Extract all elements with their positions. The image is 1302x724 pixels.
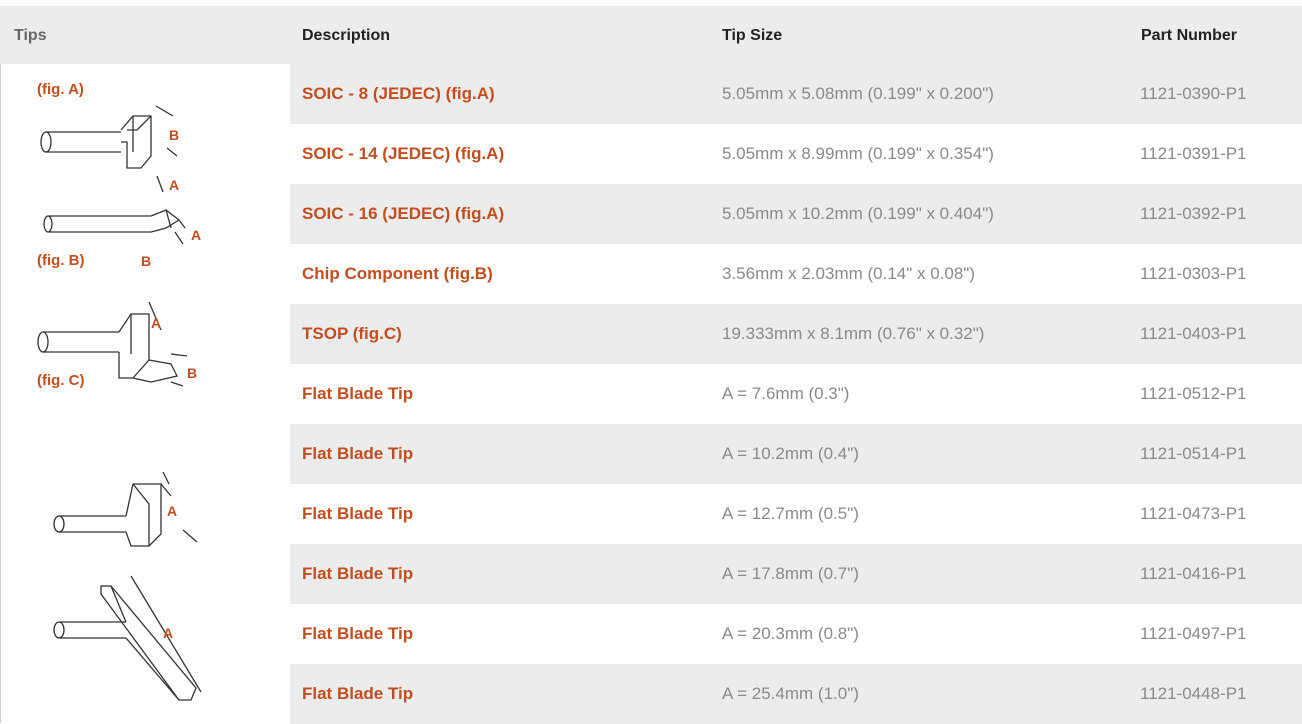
row-tip-size: 5.05mm x 8.99mm (0.199" x 0.354"): [722, 144, 994, 163]
row-description[interactable]: SOIC - 16 (JEDEC) (fig.A): [302, 204, 505, 223]
row-part-number: 1121-0473-P1: [1140, 504, 1247, 523]
fig-c-label: (fig. C): [37, 372, 85, 389]
row-description[interactable]: TSOP (fig.C): [302, 324, 402, 343]
tip-illustrations: [1, 64, 291, 723]
row-part-number: 1121-0448-P1: [1140, 684, 1247, 703]
row-part-number: 1121-0390-P1: [1140, 84, 1247, 103]
fig-a-label-b: B: [169, 127, 180, 143]
table-row: [290, 424, 1302, 484]
row-tip-size: A = 10.2mm (0.4"): [722, 444, 859, 463]
row-tip-size: A = 17.8mm (0.7"): [722, 564, 859, 583]
header-part-number: Part Number: [1141, 27, 1238, 44]
row-description[interactable]: SOIC - 14 (JEDEC) (fig.A): [302, 144, 505, 163]
row-tip-size: A = 25.4mm (1.0"): [722, 684, 859, 703]
row-description[interactable]: Flat Blade Tip: [302, 564, 414, 583]
table-row: [290, 64, 1302, 124]
row-tip-size: A = 7.6mm (0.3"): [722, 384, 850, 403]
table-body: [290, 64, 1302, 724]
fig-c-label-a: A: [151, 315, 162, 331]
flat-tip-large-label-a: A: [163, 625, 174, 641]
table-header: [0, 6, 1302, 64]
table-row: [290, 304, 1302, 364]
flat-blade-tip-large-icon: [54, 576, 201, 700]
table-row: [290, 664, 1302, 724]
fig-c-label-b: B: [187, 365, 198, 381]
table-row: [290, 544, 1302, 604]
row-tip-size: A = 20.3mm (0.8"): [722, 624, 859, 643]
fig-b-label: (fig. B): [37, 252, 85, 269]
row-part-number: 1121-0392-P1: [1140, 204, 1247, 223]
row-part-number: 1121-0391-P1: [1140, 144, 1247, 163]
row-tip-size: 5.05mm x 10.2mm (0.199" x 0.404"): [722, 204, 994, 223]
row-description[interactable]: SOIC - 8 (JEDEC) (fig.A): [302, 84, 495, 103]
table-row: [290, 604, 1302, 664]
tips-illustration-column: [0, 64, 291, 723]
fig-a-label-a: A: [169, 177, 180, 193]
tips-table: [0, 6, 1302, 723]
fig-a-tip-icon: [41, 106, 180, 193]
table-row: [290, 244, 1302, 304]
fig-b-label-b: B: [141, 253, 152, 269]
row-tip-size: 3.56mm x 2.03mm (0.14" x 0.08"): [722, 264, 975, 283]
fig-a-label: (fig. A): [37, 81, 84, 98]
row-part-number: 1121-0403-P1: [1140, 324, 1247, 343]
fig-b-label-a: A: [191, 227, 202, 243]
row-tip-size: 5.05mm x 5.08mm (0.199" x 0.200"): [722, 84, 994, 103]
header-tips: Tips: [14, 27, 47, 44]
table-row: [290, 124, 1302, 184]
row-description[interactable]: Flat Blade Tip: [302, 504, 414, 523]
flat-tip-label-a: A: [167, 503, 178, 519]
row-description[interactable]: Flat Blade Tip: [302, 624, 414, 643]
fig-b-tip-icon: [44, 210, 185, 244]
row-description[interactable]: Flat Blade Tip: [302, 444, 414, 463]
row-part-number: 1121-0514-P1: [1140, 444, 1247, 463]
table-row: [290, 364, 1302, 424]
row-part-number: 1121-0416-P1: [1140, 564, 1247, 583]
row-tip-size: 19.333mm x 8.1mm (0.76" x 0.32"): [722, 324, 985, 343]
row-part-number: 1121-0303-P1: [1140, 264, 1247, 283]
header-tip-size: Tip Size: [722, 27, 783, 44]
row-part-number: 1121-0512-P1: [1140, 384, 1247, 403]
table-row: [290, 484, 1302, 544]
row-description[interactable]: Flat Blade Tip: [302, 684, 414, 703]
table-row: [290, 184, 1302, 244]
row-description[interactable]: Flat Blade Tip: [302, 384, 414, 403]
row-description[interactable]: Chip Component (fig.B): [302, 264, 493, 283]
row-tip-size: A = 12.7mm (0.5"): [722, 504, 859, 523]
row-part-number: 1121-0497-P1: [1140, 624, 1247, 643]
header-description: Description: [302, 27, 391, 44]
